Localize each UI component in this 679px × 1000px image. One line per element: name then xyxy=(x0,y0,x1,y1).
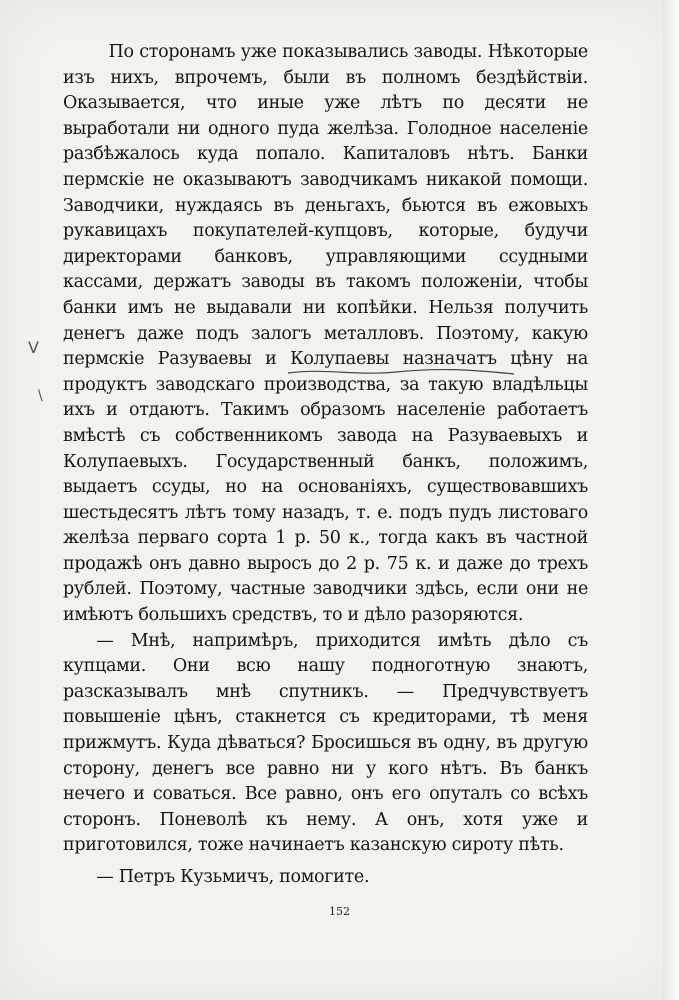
paragraph: По сторонамъ уже показывались заводы. Нѣкоторые изъ нихъ, впрочемъ, были въ полномъ бездѣйствіи. Оказывается, что иные уже лѣтъ по десяти не выработали ни одного пуда желѣза. Голодное населеніе разбѣжалось куда попало. Капиталовъ нѣтъ. Банки пермскіе не оказываютъ заводчикамъ никакой помощи. Заводчики, нуждаясь въ деньгахъ, бьются въ ежовыхъ рукавицахъ покупателей-купцовъ, которые, будучи директорами банковъ, управляющими ссудными кассами, держатъ заводы въ такомъ положеніи, чтобы банки имъ не выдавали ни копѣйки. Нельзя получить денегъ даже подъ залогъ металловъ. Поэтому, какую пермскіе Разуваевы и Колупаевы назначатъ цѣну на продуктъ заводскаго производства, за такую владѣльцы ихъ и отдаютъ. Такимъ образомъ населеніе работаетъ вмѣстѣ съ собственникомъ завода на Разуваевыхъ и Колупаевыхъ. Государственный банкъ, положимъ, выдаетъ ссуды, но на основаніяхъ, существовавшихъ шестьдесятъ лѣтъ тому назадъ, т. е. подъ пудъ листоваго желѣза перваго сорта 1 р. 50 к., тогда какъ въ частной продажѣ онъ давно выросъ до 2 р. 75 к. и даже до трехъ рублей. Поэтому, частные заводчики здѣсь, если они не имѣютъ большихъ средствъ, то и дѣло разоряются. xyxy=(63,42,588,626)
paragraph: — Мнѣ, напримѣръ, приходится имѣть дѣло съ купцами. Они всю нашу подноготную знаютъ, разсказывалъ мнѣ спутникъ. — Предчувствуетъ повышеніе цѣнъ, стакнется съ кредиторами, тѣ меня прижмутъ. Куда дѣваться? Бросишься въ одну, въ другую сторону, денегъ все равно ни у кого нѣтъ. Въ банкъ нечего и соваться. Все равно, онъ его опуталъ со всѣхъ сторонъ. Поневолѣ къ нему. А онъ, хотя уже и приготовился, тоже начинаетъ казанскую сироту пѣть. xyxy=(63,630,588,856)
margin-pencil-tick: \ xyxy=(38,388,43,404)
page-number: 152 xyxy=(329,905,350,918)
margin-pencil-mark: V xyxy=(28,338,39,357)
page-edge xyxy=(663,0,679,1000)
text-body xyxy=(63,40,588,891)
paragraph: — Петръ Кузьмичъ, помогите. xyxy=(96,867,370,887)
